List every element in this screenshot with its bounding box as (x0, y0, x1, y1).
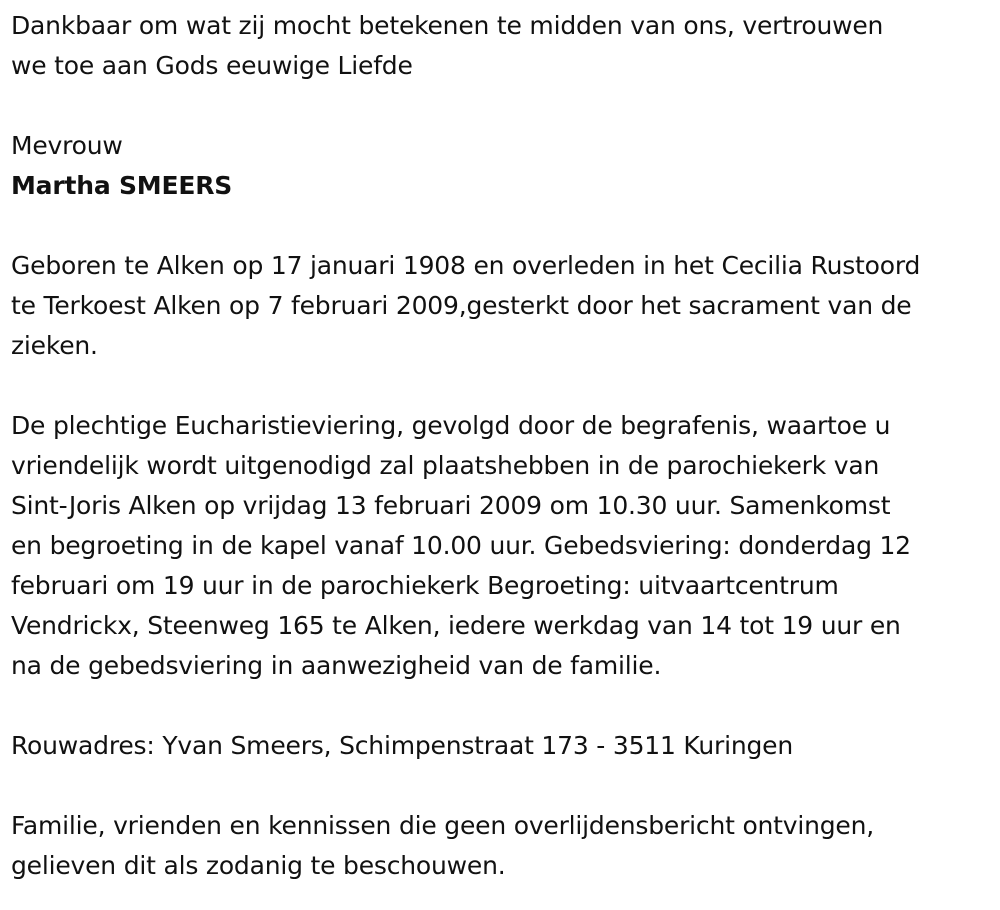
ceremony-line-1: De plechtige Eucharistieviering, gevolgd door de begrafenis, waartoe u (11, 411, 891, 440)
closing-line-2: gelieven dit als zodanig te beschouwen. (11, 851, 506, 880)
intro-line-2: we toe aan Gods eeuwige Liefde (11, 51, 413, 80)
intro-line-1: Dankbaar om wat zij mocht betekenen te midden van ons, vertrouwen (11, 11, 884, 40)
spacer (11, 766, 996, 806)
ceremony-line-5: februari om 19 uur in de parochiekerk Begroeting: uitvaartcentrum (11, 571, 839, 600)
spacer (11, 686, 996, 726)
death-notice-document (11, 6, 996, 886)
deceased-name: Martha SMEERS (11, 171, 233, 200)
ceremony-line-3: Sint-Joris Alken op vrijdag 13 februari 2009 om 10.30 uur. Samenkomst (11, 491, 891, 520)
ceremony-paragraph (11, 406, 996, 686)
ceremony-line-6: Vendrickx, Steenweg 165 te Alken, iedere werkdag van 14 tot 19 uur en (11, 611, 901, 640)
spacer (11, 86, 996, 126)
closing-line-1: Familie, vrienden en kennissen die geen overlijdensbericht ontvingen, (11, 811, 875, 840)
birth-death-line-2: te Terkoest Alken op 7 februari 2009,gesterkt door het sacrament van de (11, 291, 912, 320)
spacer (11, 206, 996, 246)
closing-paragraph (11, 806, 996, 886)
ceremony-line-7: na de gebedsviering in aanwezigheid van de familie. (11, 651, 662, 680)
birth-death-line-1: Geboren te Alken op 17 januari 1908 en overleden in het Cecilia Rustoord (11, 251, 921, 280)
salutation: Mevrouw (11, 131, 123, 160)
spacer (11, 366, 996, 406)
mourning-address: Rouwadres: Yvan Smeers, Schimpenstraat 173 - 3511 Kuringen (11, 731, 793, 760)
ceremony-line-4: en begroeting in de kapel vanaf 10.00 uur. Gebedsviering: donderdag 12 (11, 531, 911, 560)
birth-death-paragraph (11, 246, 996, 366)
intro-paragraph (11, 6, 996, 86)
ceremony-line-2: vriendelijk wordt uitgenodigd zal plaatshebben in de parochiekerk van (11, 451, 880, 480)
birth-death-line-3: zieken. (11, 331, 98, 360)
